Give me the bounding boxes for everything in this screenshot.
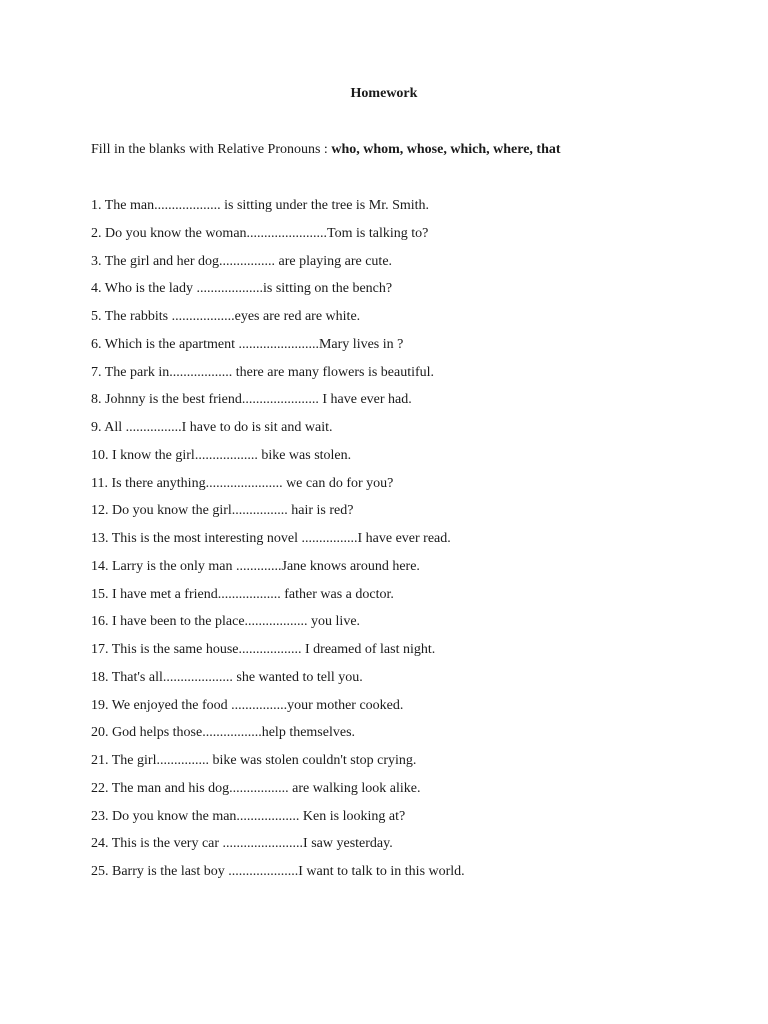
question-item: 6. Which is the apartment .......................Mary lives in ? (91, 336, 404, 352)
question-item: 12. Do you know the girl................ hair is red? (91, 503, 354, 519)
question-item: 5. The rabbits ..................eyes are red are white. (91, 309, 361, 324)
question-item: 18. That's all.................... she wanted to tell you. (91, 669, 363, 685)
question-item: 15. I have met a friend.................. father was a doctor. (91, 586, 394, 602)
question-item: 3. The girl and her dog................ are playing are cute. (91, 253, 393, 269)
question-item: 17. This is the same house.................. I dreamed of last night. (91, 642, 436, 657)
question-item: 7. The park in.................. there are many flowers is beautiful. (91, 364, 435, 380)
question-item: 25. Barry is the last boy ....................I want to talk to in this world. (91, 864, 465, 879)
question-item: 20. God helps those.................help themselves. (91, 725, 356, 741)
question-item: 1. The man................... is sitting under the tree is Mr. Smith. (91, 198, 430, 213)
question-item: 16. I have been to the place.................. you live. (91, 614, 361, 630)
question-item: 8. Johnny is the best friend...................... I have ever had. (91, 392, 412, 408)
question-item: 2. Do you know the woman.......................Tom is talking to? (91, 225, 429, 241)
instructions-lead: Fill in the blanks with Relative Pronouns : (91, 142, 332, 157)
instructions (91, 142, 561, 158)
question-item: 13. This is the most interesting novel ................I have ever read. (91, 531, 451, 546)
question-list (91, 198, 465, 892)
question-item: 11. Is there anything...................... we can do for you? (91, 475, 394, 491)
question-item: 21. The girl............... bike was stolen couldn't stop crying. (91, 753, 417, 768)
question-item: 19. We enjoyed the food ................your mother cooked. (91, 697, 404, 713)
question-item: 9. All ................I have to do is sit and wait. (91, 420, 333, 435)
pronoun-list: who, whom, whose, which, where, that (331, 142, 561, 157)
question-item: 24. This is the very car .......................I saw yesterday. (91, 836, 393, 852)
question-item: 22. The man and his dog................. are walking look alike. (91, 780, 421, 796)
question-item: 14. Larry is the only man .............Jane knows around here. (91, 558, 420, 574)
question-item: 23. Do you know the man.................. Ken is looking at? (91, 808, 406, 824)
page-title: Homework (350, 86, 418, 101)
question-item: 4. Who is the lady ...................is sitting on the bench? (91, 281, 393, 297)
question-item: 10. I know the girl.................. bike was stolen. (91, 447, 352, 463)
